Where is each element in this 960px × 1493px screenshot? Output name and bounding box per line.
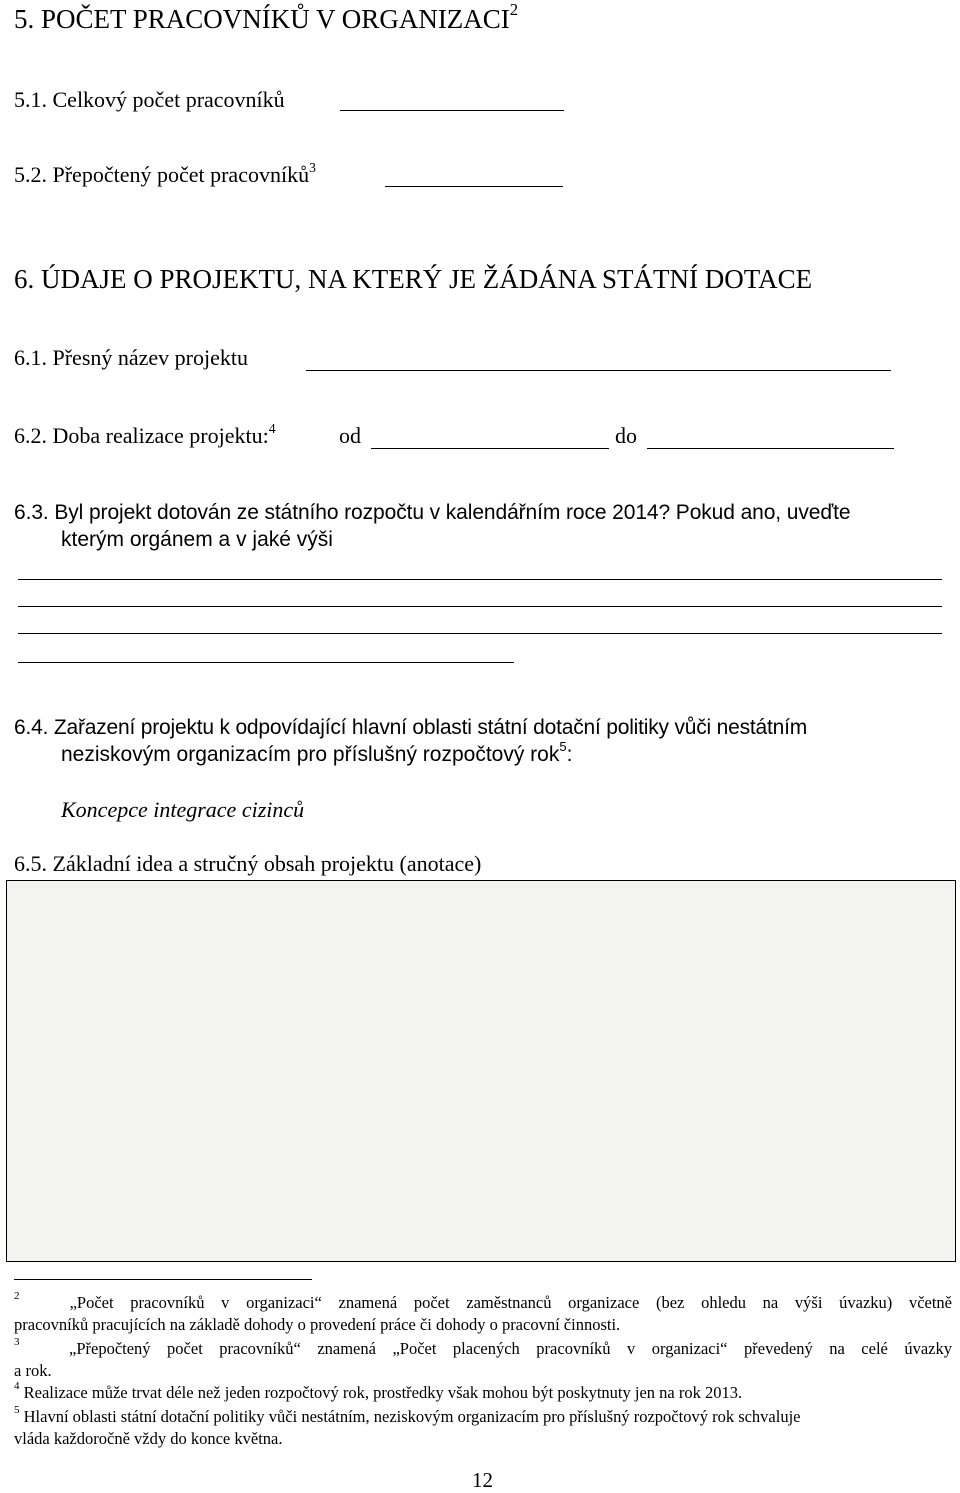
field-label-project-name: 6.1. Přesný název projektu: [14, 345, 248, 370]
field-label-recalc-workers: 5.2. Přepočtený počet pracovníků$^3$: [14, 159, 316, 187]
question-6-3-line1: 6.3. Byl projekt dotován ze státního rozpočtu v kalendářním roce 2014? Pokud ano, uveďte: [14, 501, 851, 524]
footnote-2: $^2$ „Počet pracovníků v organizaci“ znamená počet zaměstnanců organizace (bez ohledu na výši úvazku) včetně pracovníků pracujících na základě dohody o provedení práce či dohody o pracovní činnosti.: [14, 1290, 953, 1334]
field-line-recalc-workers[interactable]: [385, 186, 563, 187]
footnote-4: $^4$ Realizace může trvat déle než jeden rozpočtový rok, prostředky však mohou být poskytnuty jen na rok 2013.: [14, 1380, 743, 1402]
answer-line-1[interactable]: [18, 579, 942, 580]
footnote-5: $^5$ Hlavní oblasti státní dotační politiky vůči nestátním, neziskovým organizacím pro příslušný rozpočtový rok schvaluje vláda každoročně vždy do konce května.: [14, 1404, 801, 1448]
footnote-ref-3: 3: [309, 159, 316, 175]
field-label-total-workers: 5.1. Celkový počet pracovníků: [14, 87, 285, 112]
question-6-4-line2: neziskovým organizacím pro příslušný rozpočtový rok$^5$:: [61, 739, 573, 766]
field-label-project-duration: 6.2. Doba realizace projektu:$^4$: [14, 420, 276, 448]
footnote-ref-5: 5: [559, 739, 567, 755]
field-line-total-workers[interactable]: [340, 110, 564, 111]
label-do: do: [615, 423, 637, 448]
field-line-date-from[interactable]: [371, 448, 609, 449]
policy-area-value: Koncepce integrace cizinců: [61, 797, 305, 822]
footnote-3: $^3$ „Přepočtený počet pracovníků“ znamená „Počet placených pracovníků v organizaci“ převedený na celé úvazky a rok.: [14, 1336, 952, 1380]
footnote-ref-4: 4: [268, 420, 276, 436]
footnote-ref-2: 2: [509, 0, 519, 20]
section-5-title: 5. POČET PRACOVNÍKŮ V ORGANIZACI$^2$: [14, 0, 519, 34]
section-6-title: 6. ÚDAJE O PROJEKTU, NA KTERÝ JE ŽÁDÁNA STÁTNÍ DOTACE: [14, 264, 813, 294]
question-6-3-line2: kterým orgánem a v jaké výši: [61, 528, 333, 551]
field-label-annotation: 6.5. Základní idea a stručný obsah projektu (anotace): [14, 851, 482, 876]
annotation-text-area[interactable]: [6, 880, 956, 1262]
answer-line-4[interactable]: [18, 662, 514, 663]
field-line-project-name[interactable]: [306, 370, 891, 371]
answer-line-3[interactable]: [18, 633, 942, 634]
page-number: 12: [472, 1468, 493, 1492]
answer-line-2[interactable]: [18, 606, 942, 607]
label-od: od: [339, 423, 361, 448]
field-line-date-to[interactable]: [647, 448, 894, 449]
footnote-separator: [14, 1279, 312, 1280]
question-6-4-line1: 6.4. Zařazení projektu k odpovídající hlavní oblasti státní dotační politiky vůči nestátním: [14, 716, 808, 739]
